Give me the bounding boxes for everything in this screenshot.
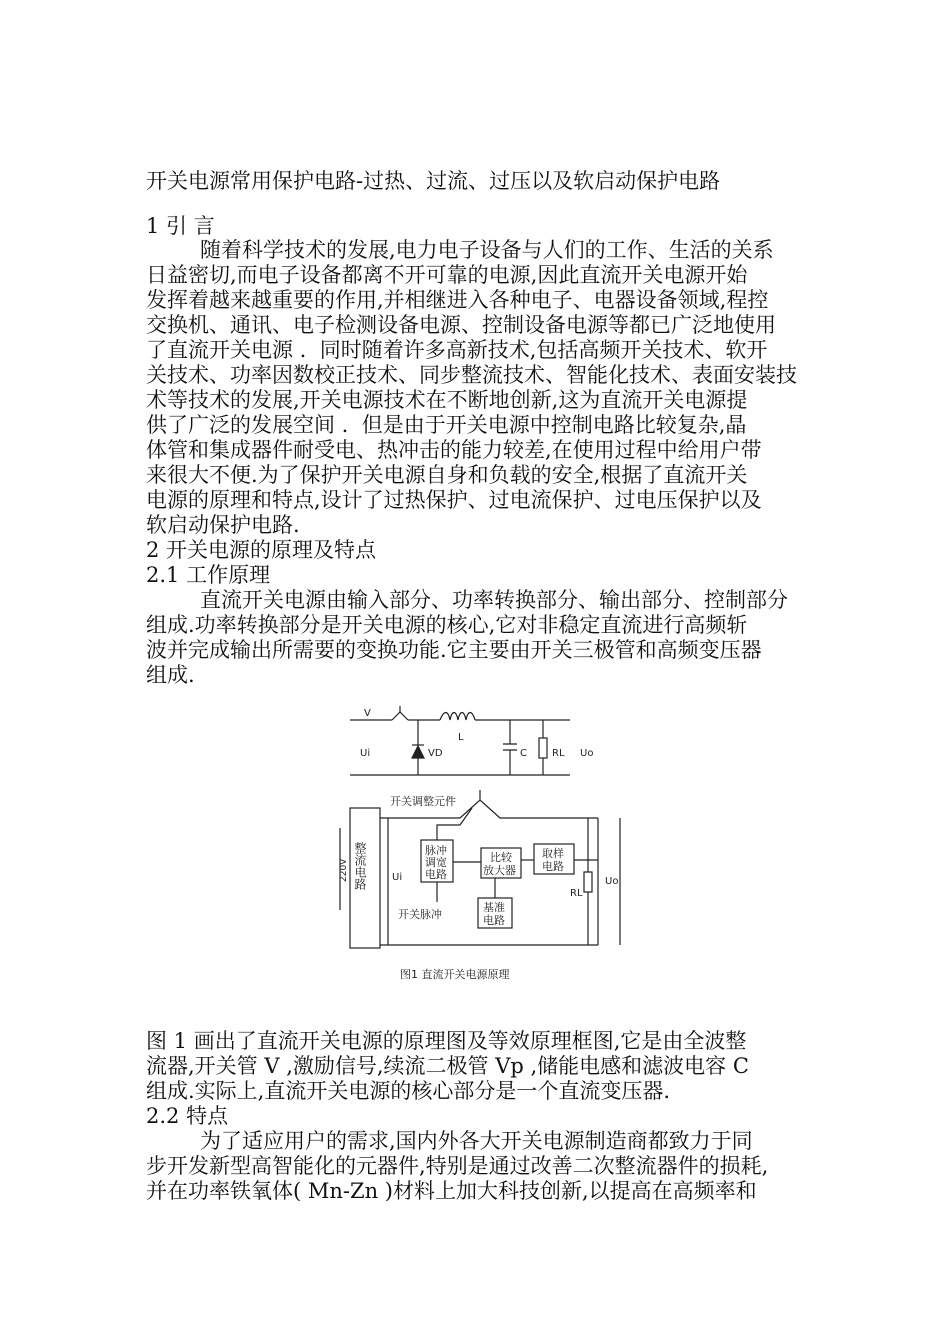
paragraph-line: 体管和集成器件耐受电、热冲击的能力较差,在使用过程中给用户带 [146, 438, 762, 462]
paragraph-line: 为了适应用户的需求,国内外各大开关电源制造商都致力于同 [200, 1129, 753, 1153]
label-rectifier: 整流电路 [353, 842, 367, 890]
label-switch-element: 开关调整元件 [390, 795, 456, 808]
paragraph-line: 流器,开关管 V ,激励信号,续流二极管 Vp ,储能电感和滤波电容 C [146, 1054, 749, 1078]
paragraph-line: 了直流开关电源 . 同时随着许多高新技术,包括高频开关技术、软开 [146, 338, 768, 362]
label-rl-top: RL [552, 748, 565, 759]
circuit-figure [330, 700, 640, 990]
label-comparator-2: 放大器 [483, 864, 516, 877]
label-sampling-2: 电路 [542, 860, 564, 873]
label-pwm-3: 电路 [425, 868, 447, 881]
paragraph-line: 步开发新型高智能化的元器件,特别是通过改善二次整流器件的损耗, [146, 1154, 769, 1178]
circuit-diagram [330, 700, 640, 990]
label-reference-2: 电路 [483, 914, 505, 927]
label-pwm-2: 调宽 [425, 856, 447, 869]
label-switch-pulse: 开关脉冲 [398, 908, 442, 921]
label-ui-bottom: Ui [392, 872, 403, 883]
label-v: V [364, 708, 371, 719]
label-pwm-1: 脉冲 [425, 844, 447, 857]
paragraph-line: 电源的原理和特点,设计了过热保护、过电流保护、过电压保护以及 [146, 488, 762, 512]
paragraph-line: 日益密切,而电子设备都离不开可靠的电源,因此直流开关电源开始 [146, 263, 748, 287]
paragraph-line: 组成.实际上,直流开关电源的核心部分是一个直流变压器. [146, 1079, 671, 1103]
section-2-1-heading: 2.1 工作原理 [146, 563, 271, 587]
section-1-heading: 1 引 言 [146, 214, 215, 238]
label-comparator-1: 比较 [490, 851, 512, 864]
label-220v: 220V [339, 858, 349, 882]
paragraph-line: 波并完成输出所需要的变换功能.它主要由开关三极管和高频变压器 [146, 638, 762, 662]
label-l: L [458, 732, 464, 743]
label-ui-top: Ui [360, 748, 371, 759]
label-uo-top: Uo [580, 748, 594, 759]
paragraph-line: 发挥着越来越重要的作用,并相继进入各种电子、电器设备领域,程控 [146, 288, 769, 312]
label-sampling-1: 取样 [542, 847, 564, 860]
label-reference-1: 基准 [483, 901, 505, 914]
paragraph-line: 图 1 画出了直流开关电源的原理图及等效原理框图,它是由全波整 [146, 1029, 747, 1053]
paragraph-line: 组成.功率转换部分是开关电源的核心,它对非稳定直流进行高频斩 [146, 613, 748, 637]
label-vd: VD [428, 748, 443, 759]
paragraph-line: 随着科学技术的发展,电力电子设备与人们的工作、生活的关系 [200, 238, 774, 262]
section-2-2-heading: 2.2 特点 [146, 1104, 229, 1128]
figure-caption: 图1 直流开关电源原理 [400, 968, 510, 981]
paragraph-line: 软启动保护电路. [146, 513, 300, 537]
label-c: C [520, 748, 527, 759]
paragraph-line: 组成. [146, 663, 195, 687]
section-2-heading: 2 开关电源的原理及特点 [146, 538, 377, 562]
paragraph-line: 直流开关电源由输入部分、功率转换部分、输出部分、控制部分 [200, 588, 788, 612]
document-title: 开关电源常用保护电路-过热、过流、过压以及软启动保护电路 [146, 169, 721, 193]
paragraph-line: 术等技术的发展,开关电源技术在不断地创新,这为直流开关电源提 [146, 388, 748, 412]
paragraph-line: 供了广泛的发展空间 . 但是由于开关电源中控制电路比较复杂,晶 [146, 413, 747, 437]
paragraph-line: 并在功率铁氧体( Mn-Zn )材料上加大科技创新,以提高在高频率和 [146, 1179, 757, 1203]
paragraph-line: 关技术、功率因数校正技术、同步整流技术、智能化技术、表面安装技 [146, 363, 797, 387]
label-uo-bottom: Uo [605, 876, 619, 887]
label-rl-bottom: RL [570, 888, 583, 899]
paragraph-line: 来很大不便.为了保护开关电源自身和负载的安全,根据了直流开关 [146, 463, 748, 487]
paragraph-line: 交换机、通讯、电子检测设备电源、控制设备电源等都已广泛地使用 [146, 313, 776, 337]
